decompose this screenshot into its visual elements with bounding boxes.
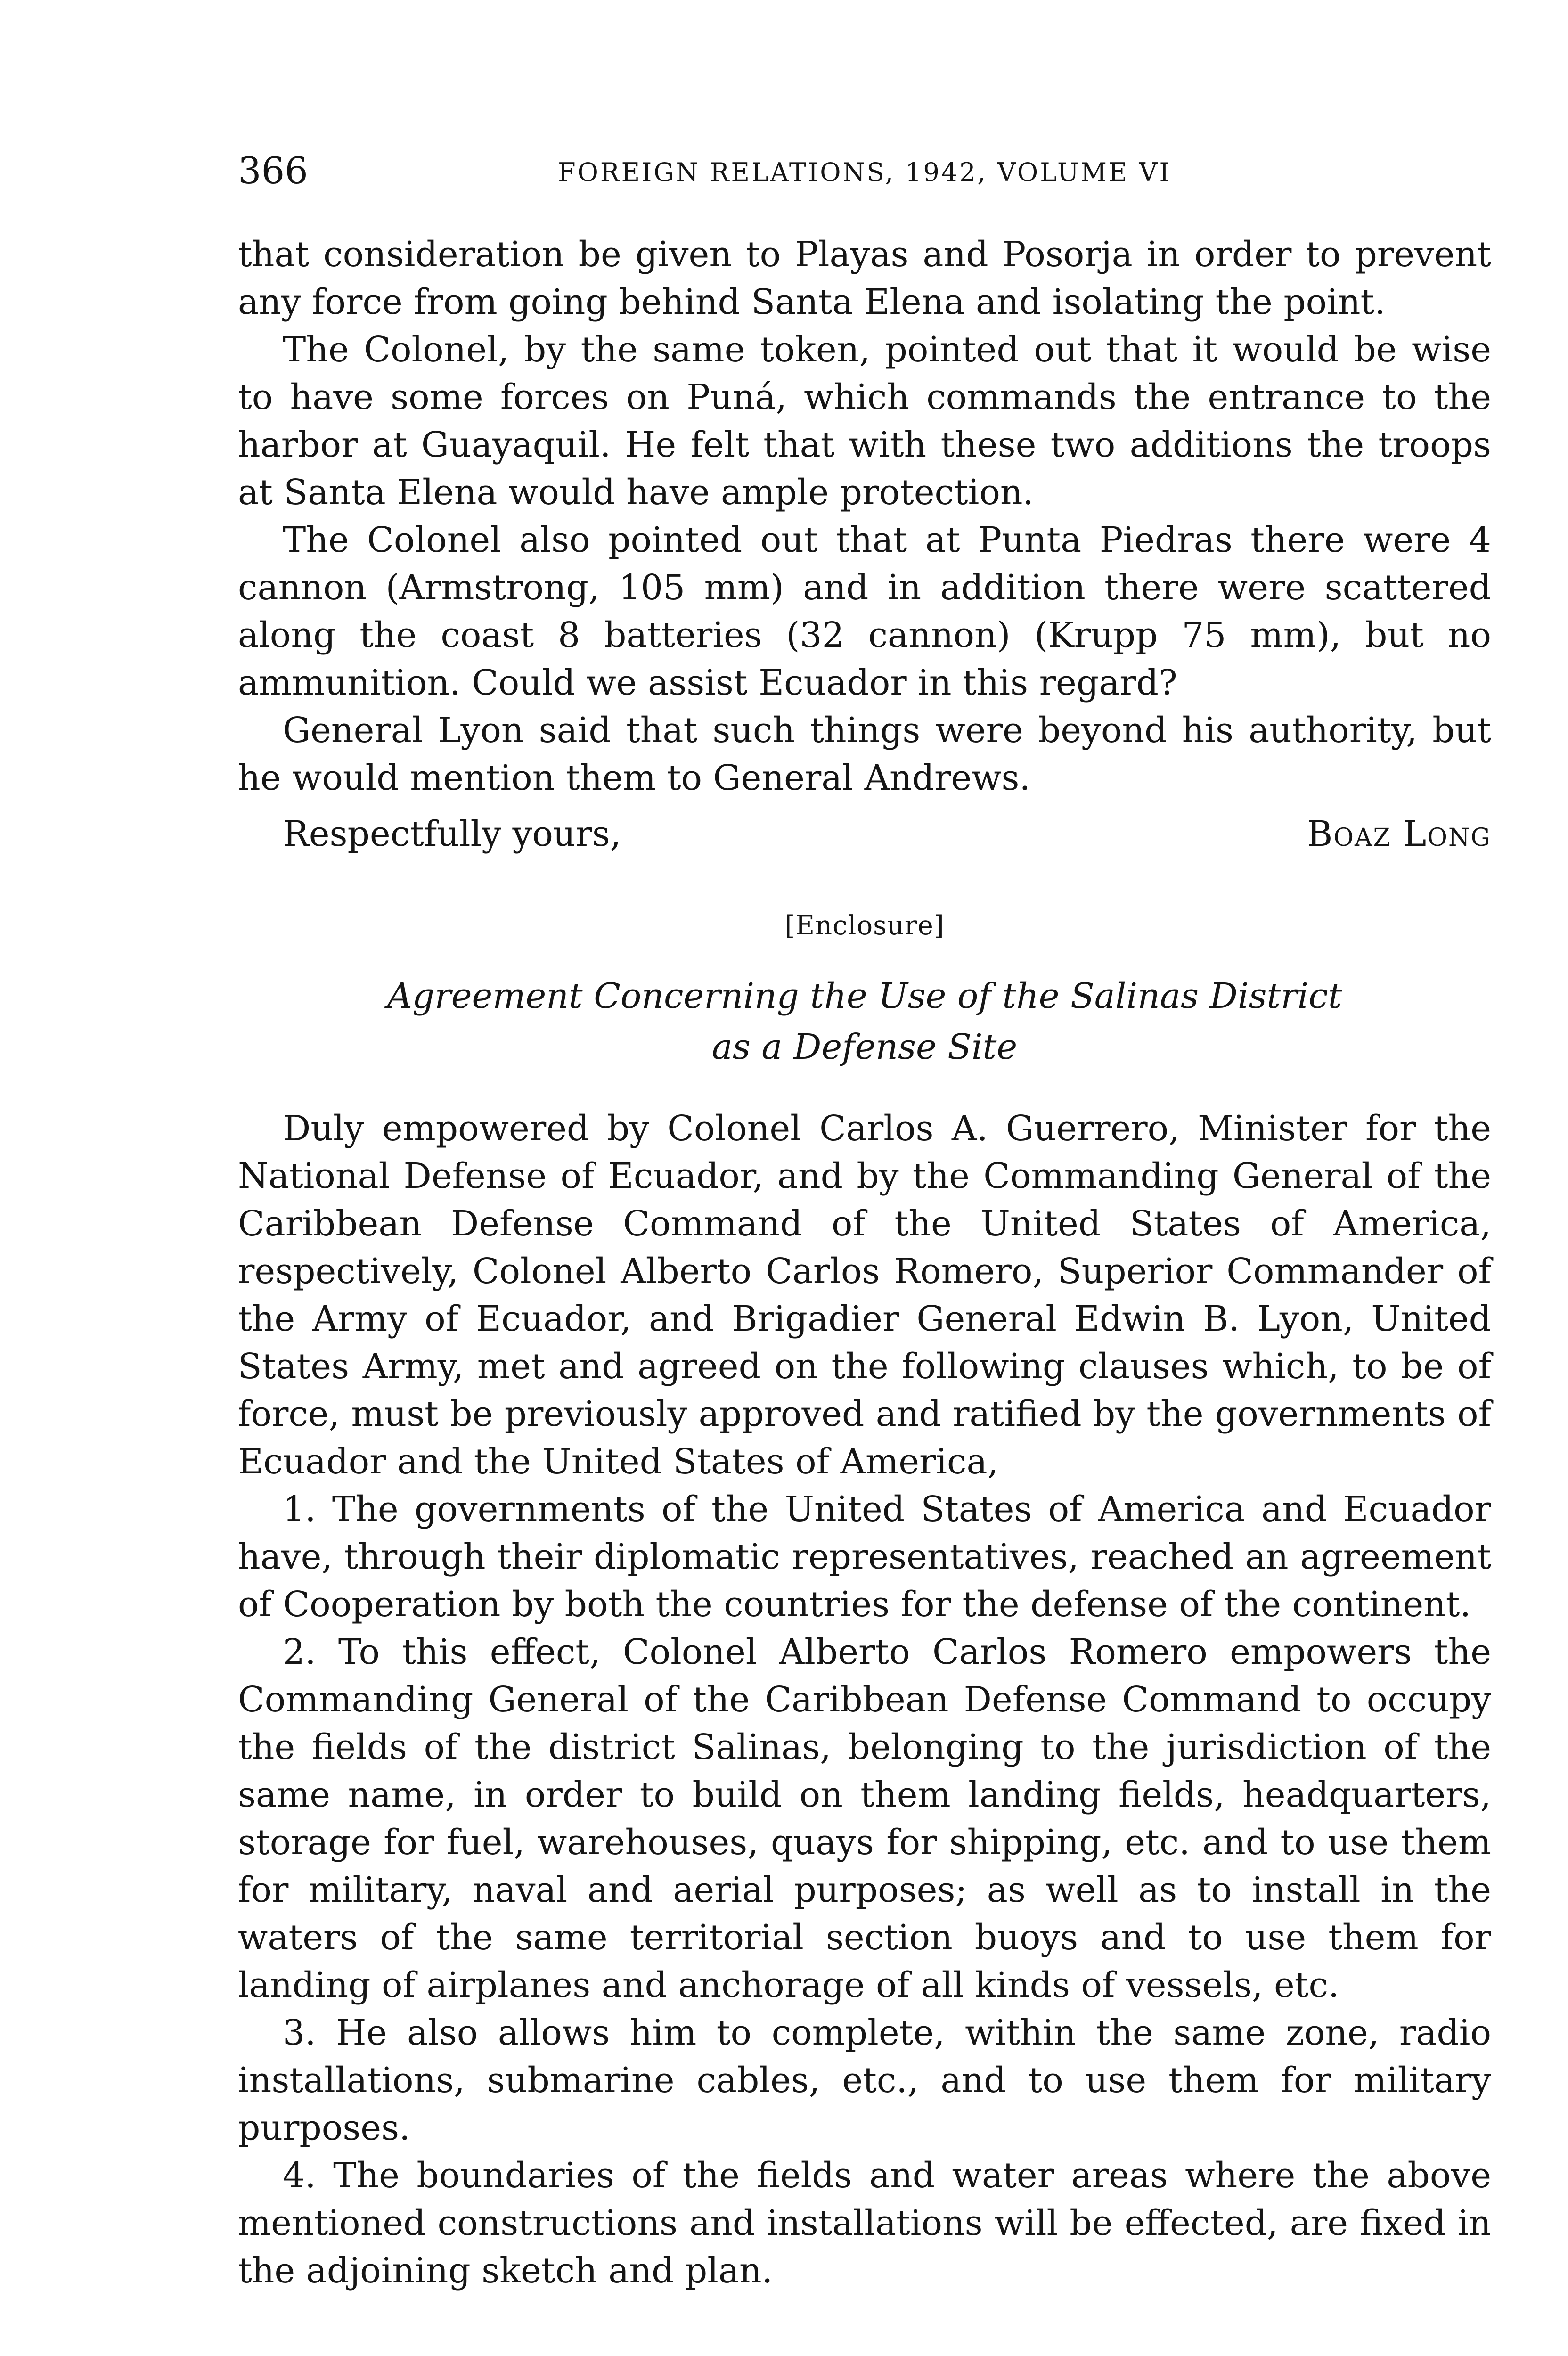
enclosure-title-line: Agreement Concerning the Use of the Salinas District [387,976,1342,1016]
letter-paragraph: The Colonel also pointed out that at Punta Piedras there were 4 cannon (Armstrong, 105 mm) and in addition there were scattered along the coast 8 batteries (32 cannon) (Krupp 75 mm), but no ammunition. Could we assist Ecuador in this regard? [238,520,1491,703]
enclosure-label: [Enclosure] [784,910,945,941]
enclosure-paragraph: Duly empowered by Colonel Carlos A. Guerrero, Minister for the National Defense of Ecuador, and by the Commanding General of the Caribbean Defense Command of the United States of America, respectively, Colonel Alberto Carlos Romero, Superior Commander of the Army of Ecuador, and Brigadier General Edwin B. Lyon, United States Army, met and agreed on the following clauses which, to be of force, must be previously approved and ratified by the governments of Ecuador and the United States of America, [238,1108,1491,1482]
enclosure-title [238,971,1491,1072]
page-number: 366 [238,150,308,192]
closing-salutation: Respectfully yours, [283,814,621,854]
letter-paragraph: General Lyon said that such things were beyond his authority, but he would mention them to General Andrews. [238,710,1491,798]
clause-2: 2. To this effect, Colonel Alberto Carlos Romero empowers the Commanding General of the Caribbean Defense Command to occupy the fields of the district Salinas, belonging to the jurisdiction of the same name, in order to build on them landing fields, headquarters, storage for fuel, warehouses, quays for shipping, etc. and to use them for military, naval and aerial purposes; as well as to install in the waters of the same territorial section buoys and to use them for landing of airplanes and anchorage of all kinds of vessels, etc. [238,1632,1491,2005]
running-title: FOREIGN RELATIONS, 1942, VOLUME VI [558,157,1171,187]
clause-3: 3. He also allows him to complete, within the same zone, radio installations, submarine cables, etc., and to use them for military purposes. [238,2012,1491,2148]
letter-closing [238,810,1491,858]
clause-4: 4. The boundaries of the fields and water areas where the above mentioned constructions and installations will be effected, are fixed in the adjoining sketch and plan. [238,2155,1491,2291]
running-head [238,150,1491,192]
letter-paragraph: The Colonel, by the same token, pointed out that it would be wise to have some forces on Puná, which commands the entrance to the harbor at Guayaquil. He felt that with these two additions the troops at Santa Elena would have ample protection. [238,329,1491,513]
letter-body [238,231,1491,802]
signature: Boaz Long [1307,814,1491,854]
enclosure-body [238,1105,1491,2295]
enclosure-title-line: as a Defense Site [711,1027,1018,1067]
letter-paragraph: that consideration be given to Playas and Posorja in order to prevent any force from going behind Santa Elena and isolating the point. [238,234,1491,322]
clause-1: 1. The governments of the United States of America and Ecuador have, through their diplomatic representatives, reached an agreement of Cooperation by both the countries for the defense of the continent. [238,1489,1491,1625]
